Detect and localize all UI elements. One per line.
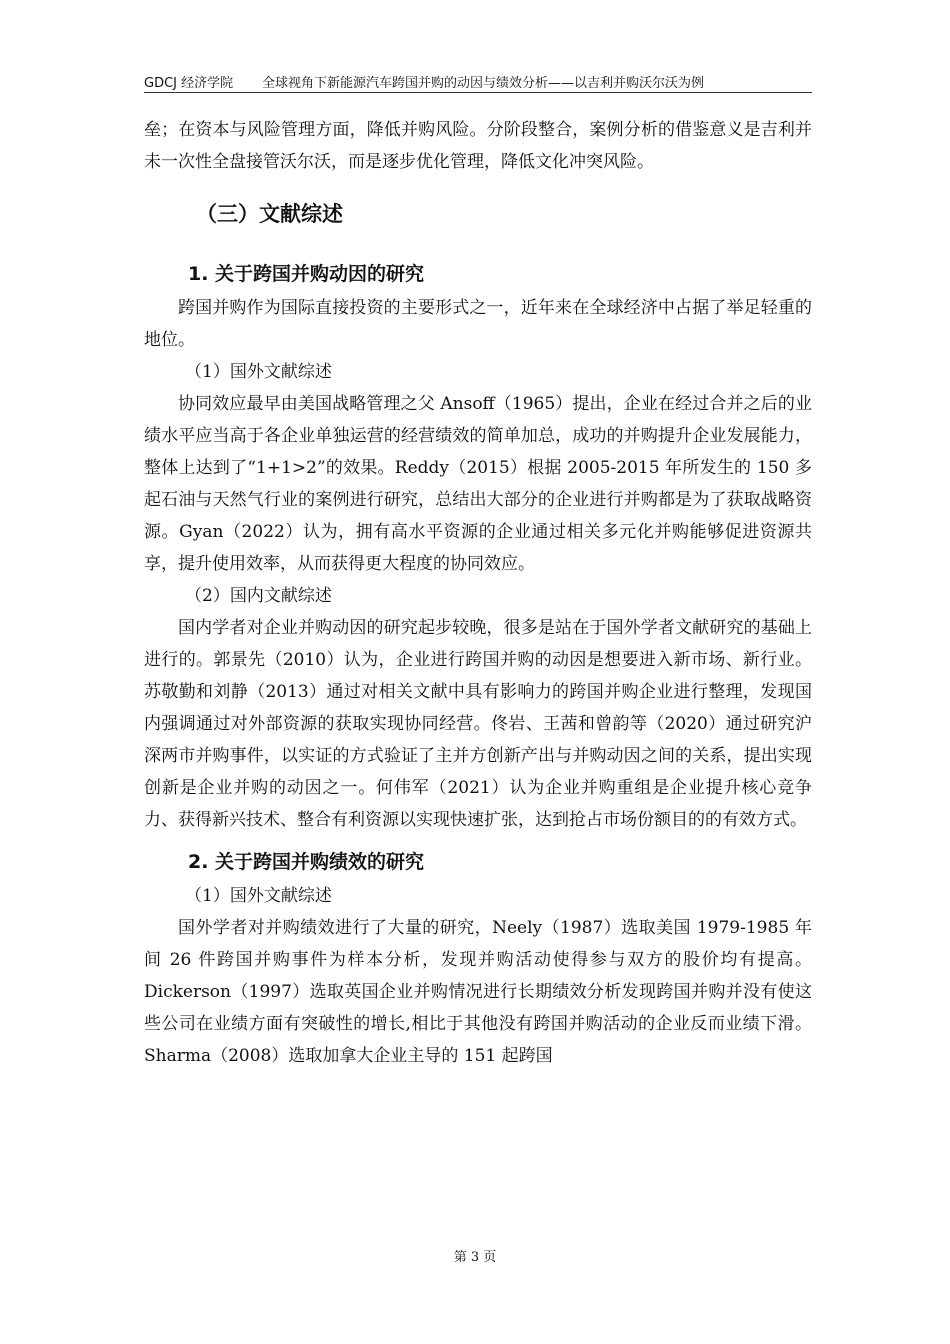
topic2-heading: 2. 关于跨国并购绩效的研究 xyxy=(188,851,425,873)
topic1-domestic-label: （2）国内文献综述 xyxy=(185,586,332,606)
topic1-domestic-paragraph: 国内学者对企业并购动因的研究起步较晚，很多是站在于国外学者文献研究的基础上进行的。郭景先（2010）认为，企业进行跨国并购的动因是想要进入新市场、新行业。苏敬勤和刘静（2013）通过对相关文献中具有影响力的跨国并购企业进行整理，发现国内强调通过对外部资源的获取实现协同经营。佟岩、王茜和曾韵等（2020）通过研究沪深两市并购事件，以实证的方式验证了主并方创新产出与并购动因之间的关系，提出实现创新是企业并购的动因之一。何伟军（2021）认为企业并购重组是企业提升核心竞争力、获得新兴技术、整合有利资源以实现快速扩张，达到抢占市场份额目的的有效方式。 xyxy=(144,618,812,830)
topic1-foreign-label: （1）国外文献综述 xyxy=(185,362,332,382)
header-thesis-title: 全球视角下新能源汽车跨国并购的动因与绩效分析——以吉利并购沃尔沃为例 xyxy=(262,76,705,91)
intro-paragraph: 垒；在资本与风险管理方面，降低并购风险。分阶段整合，案例分析的借鉴意义是吉利并未一次性全盘接管沃尔沃，而是逐步优化管理，降低文化冲突风险。 xyxy=(144,120,812,172)
page-body xyxy=(144,114,812,1072)
topic1-intro-paragraph: 跨国并购作为国际直接投资的主要形式之一，近年来在全球经济中占据了举足轻重的地位。 xyxy=(144,298,812,350)
topic1-foreign-paragraph: 协同效应最早由美国战略管理之父 Ansoff（1965）提出，企业在经过合并之后的业绩水平应当高于各企业单独运营的经营绩效的简单加总，成功的并购提升企业发展能力，整体上达到了“1+1>2”的效果。Reddy（2015）根据 2005-2015 年所发生的 150 多起石油与天然气行业的案例进行研究，总结出大部分的企业进行并购都是为了获取战略资源。Gyan（2022）认为，拥有高水平资源的企业通过相关多元化并购能够促进资源共享，提升使用效率，从而获得更大程度的协同效应。 xyxy=(144,394,812,574)
page-number: 第 3 页 xyxy=(453,1250,497,1265)
topic2-foreign-label: （1）国外文献综述 xyxy=(185,886,332,906)
section-heading: （三）文献综述 xyxy=(196,202,343,226)
topic2-foreign-paragraph: 国外学者对并购绩效进行了大量的研究，Neely（1987）选取美国 1979-1985 年间 26 件跨国并购事件为样本分析，发现并购活动使得参与双方的股价均有提高。Dickerson（1997）选取英国企业并购情况进行长期绩效分析发现跨国并购并没有使这些公司在业绩方面有突破性的增长,相比于其他没有跨国并购活动的企业反而业绩下滑。Sharma（2008）选取加拿大企业主导的 151 起跨国 xyxy=(144,918,812,1066)
page-header xyxy=(144,70,812,93)
topic1-heading: 1. 关于跨国并购动因的研究 xyxy=(188,263,425,285)
header-institution: GDCJ 经济学院 xyxy=(144,76,234,91)
